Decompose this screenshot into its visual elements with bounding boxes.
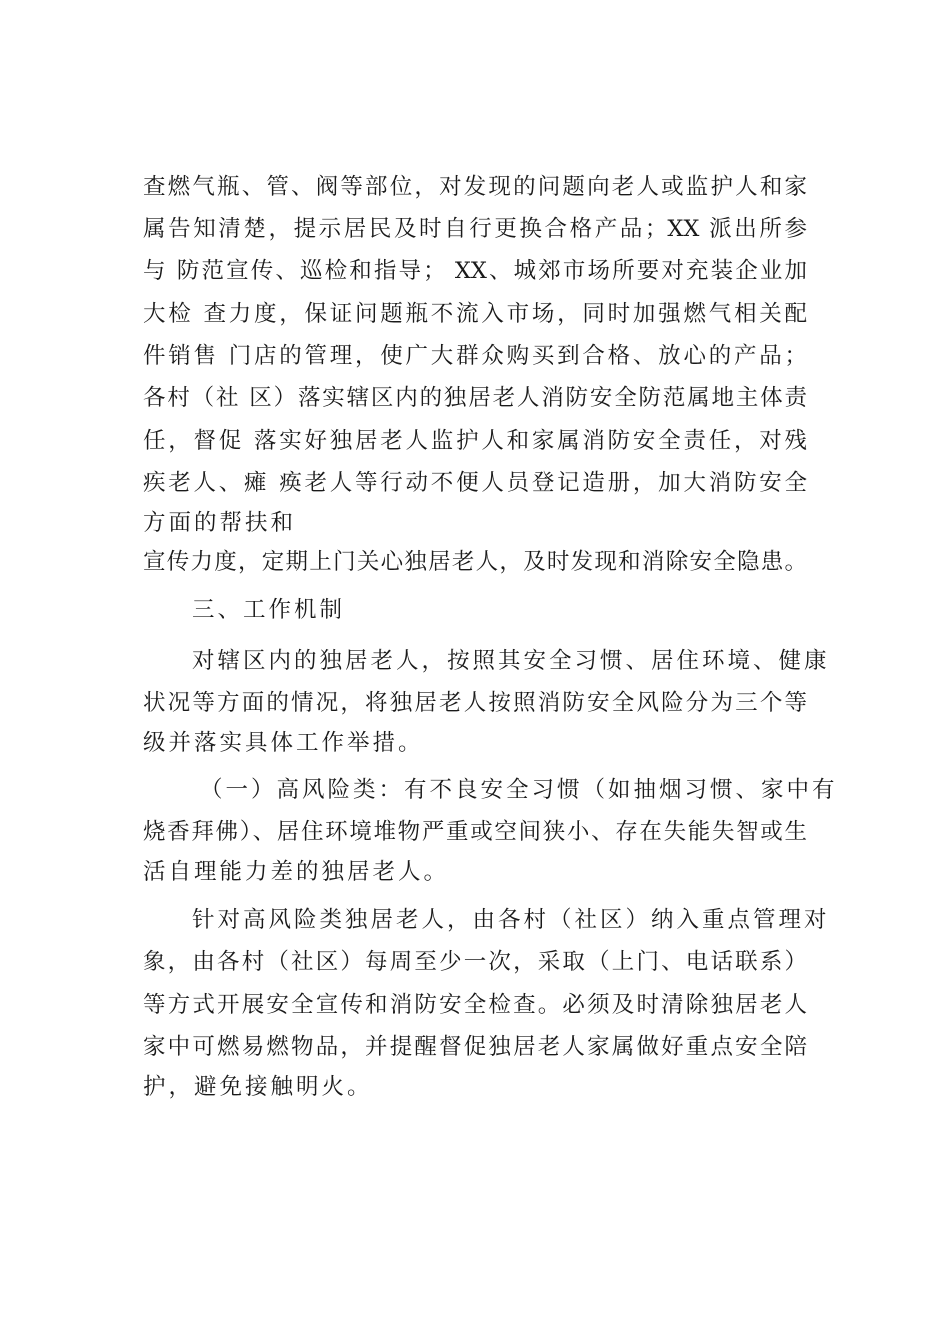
body-text-line: 对辖区内的独居老人，按照其安全习惯、居住环境、健康 <box>192 648 830 674</box>
body-text-line: 针对高风险类独居老人，由各村（社区）纳入重点管理对 <box>192 907 830 933</box>
body-text-line: 家中可燃易燃物品，并提醒督促独居老人家属做好重点安全陪 <box>143 1034 807 1060</box>
subsection-heading: （一）高风险类：有不良安全习惯（如抽烟习惯、家中有 <box>200 777 838 803</box>
body-text-line: 查燃气瓶、管、阀等部位，对发现的问题向老人或监护人和家 <box>143 174 807 200</box>
body-text-line: 方面的帮扶和 <box>143 510 297 536</box>
body-text-line: 等方式开展安全宣传和消防安全检查。必须及时清除独居老人 <box>143 992 807 1018</box>
body-text-line: 状况等方面的情况，将独居老人按照消防安全风险分为三个等 <box>143 690 807 716</box>
body-text-line: 烧香拜佛）、居住环境堆物严重或空间狭小、存在失能失智或生 <box>143 819 807 845</box>
section-heading: 三、工作机制 <box>192 597 346 623</box>
body-text-line: 大检 查力度，保证问题瓶不流入市场，同时加强燃气相关配 <box>143 301 807 327</box>
body-text-line: 活自理能力差的独居老人。 <box>143 859 450 885</box>
body-text-line: 疾老人、瘫 痪老人等行动不便人员登记造册，加大消防安全 <box>143 470 807 496</box>
body-text-line: 级并落实具体工作举措。 <box>143 730 424 756</box>
body-text-line: 任，督促 落实好独居老人监护人和家属消防安全责任，对残 <box>143 428 807 454</box>
body-text-line: 各村（社 区）落实辖区内的独居老人消防安全防范属地主体责 <box>143 385 807 411</box>
body-text-line: 属告知清楚，提示居民及时自行更换合格产品；XX 派出所参 <box>143 216 807 242</box>
body-text-line: 件销售 门店的管理，使广大群众购买到合格、放心的产品； <box>143 343 807 369</box>
body-text-line: 护，避免接触明火。 <box>143 1074 373 1100</box>
body-text-line: 与 防范宣传、巡检和指导； XX、城郊市场所要对充装企业加 <box>143 258 807 284</box>
body-text-line: 宣传力度，定期上门关心独居老人，及时发现和消除安全隐患。 <box>143 549 807 575</box>
body-text-line: 象，由各村（社区）每周至少一次，采取（上门、电话联系） <box>143 949 807 975</box>
